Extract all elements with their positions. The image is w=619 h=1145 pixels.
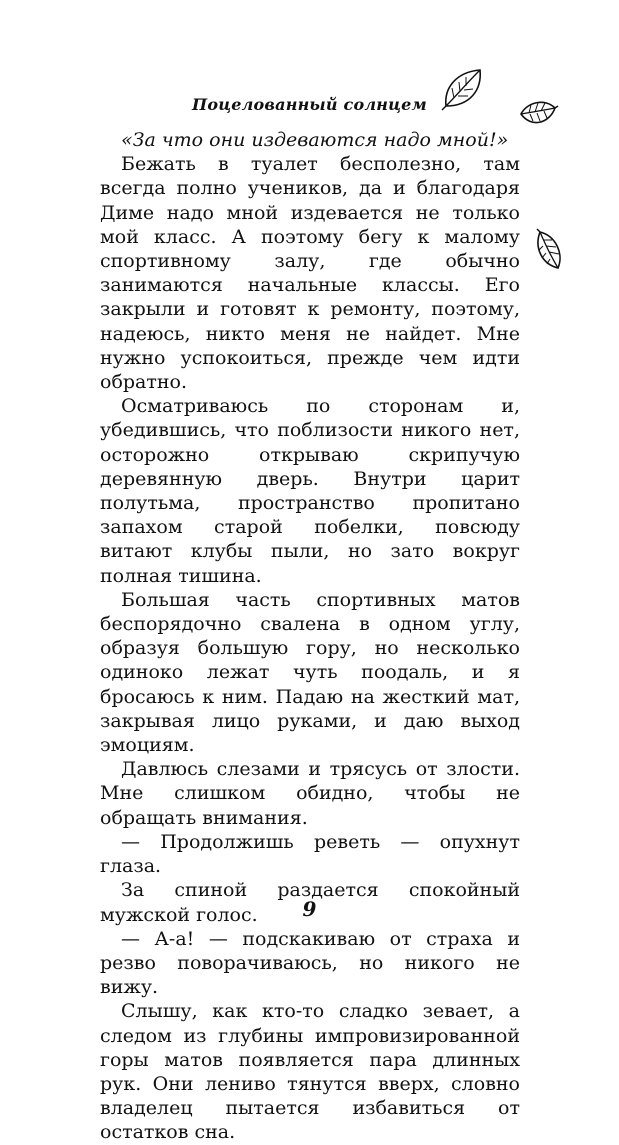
leaf-icon [532,228,566,272]
paragraph: За спиной раздается спокойный мужской голос. [100,879,520,926]
running-head: Поцелованный солнцем [192,95,427,114]
leaf-icon [517,96,559,134]
leaf-icon [440,66,486,112]
body-text [100,128,520,1145]
paragraph: — Продолжишь реветь — опухнут глаза. [100,830,520,878]
paragraph: Большая часть спортивных матов беспорядочно свалена в одном углу, образуя большую гору, но несколько одиноко лежат чуть поодаль, и я бросаюсь к ним. Падаю на жесткий мат, закрывая лицо руками, и даю выход эмоциям. [100,588,520,757]
paragraph: Давлюсь слезами и трясусь от злости. Мне слишком обидно, чтобы не обращать внимания. [100,758,520,829]
paragraph: Слышу, как кто-то сладко зевает, а следом из глубины импровизированной горы матов появляется пара длинных рук. Они лениво тянутся вверх, словно владелец пытается избавиться от остатков сна. [100,1000,520,1144]
paragraph: — А-а! — подскакиваю от страха и резво поворачиваюсь, но никого не вижу. [100,927,520,999]
paragraph: Осматриваюсь по сторонам и, убедившись, что поблизости никого нет, осторожно открываю скрипучую деревянную дверь. Внутри царит полутьма, пространство пропитано запахом старой побелки, повсюду витают клубы пыли, но зато вокруг полная тишина. [100,395,520,587]
paragraph: Бежать в туалет бесполезно, там всегда полно учеников, да и благодаря Диме надо мной издевается не только мой класс. А поэтому бегу к малому спортивному залу, где обычно занимаются начальные классы. Его закрыли и готовят к ремонту, поэтому, надеюсь, никто меня не найдет. Мне нужно успокоиться, прежде чем идти обратно. [100,153,520,394]
page-number: 9 [302,897,317,921]
paragraph: «За что они издеваются надо мной!» [121,129,509,151]
